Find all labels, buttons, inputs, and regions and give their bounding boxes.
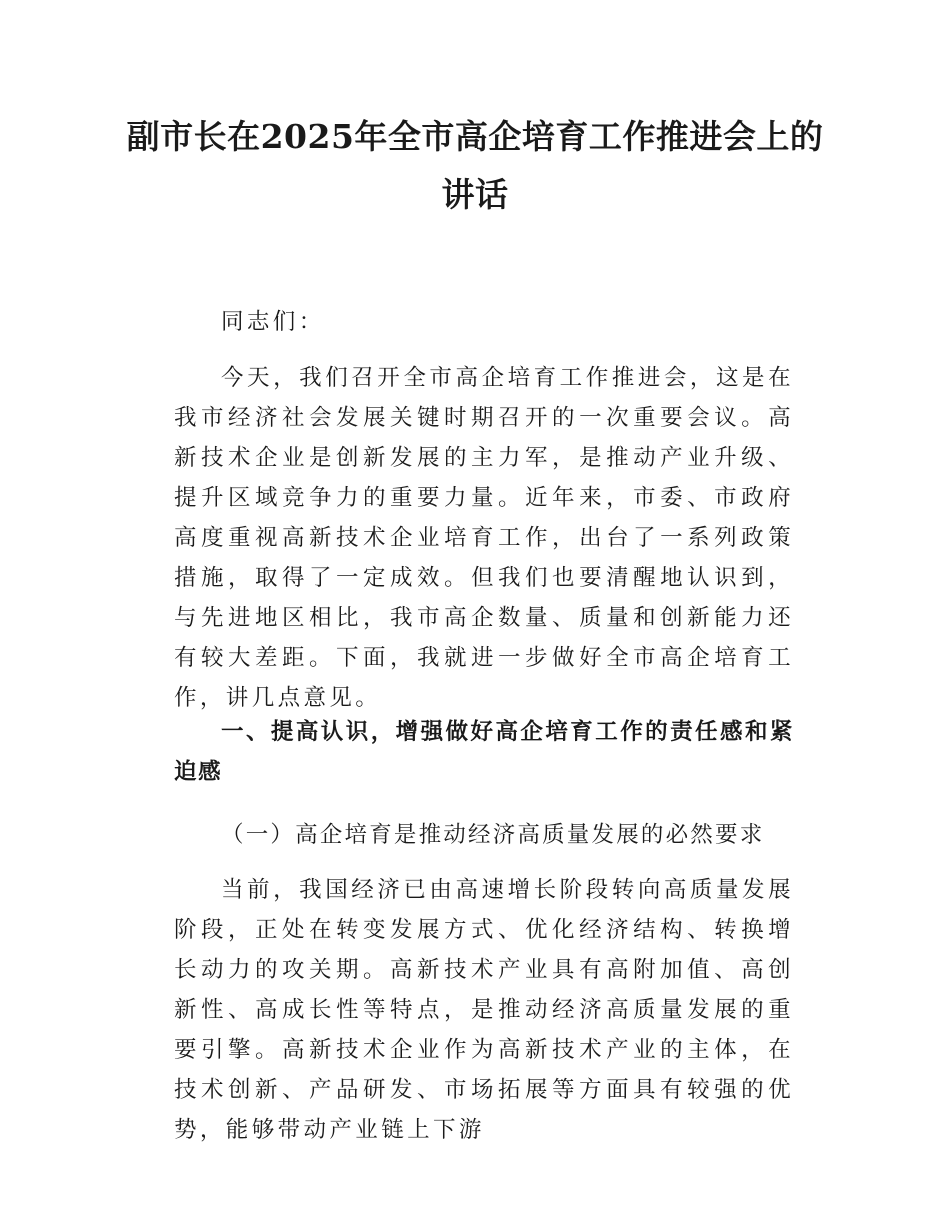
section-heading-1: 一、提高认识，增强做好高企培育工作的责任感和紧迫感: [174, 719, 794, 785]
salutation: 同志们：: [221, 309, 325, 335]
document-title: 副市长在2025年全市高企培育工作推进会上的讲话: [126, 117, 824, 214]
paragraph-opening: 今天，我们召开全市高企培育工作推进会，这是在我市经济社会发展关键时期召开的一次重要会议。高新技术企业是创新发展的主力军，是推动产业升级、提升区域竞争力的重要力量。近年来，市委、市政府高度重视高新技术企业培育工作，出台了一系列政策措施，取得了一定成效。但我们也要清醒地认识到，与先进地区相比，我市高企数量、质量和创新能力还有较大差距。下面，我就进一步做好全市高企培育工作，讲几点意见。: [174, 365, 794, 711]
subsection-heading-1: （一）高企培育是推动经济高质量发展的必然要求: [221, 822, 765, 848]
paragraph-economy: 当前，我国经济已由高速增长阶段转向高质量发展阶段，正处在转变发展方式、优化经济结构、转换增长动力的攻关期。高新技术产业具有高附加值、高创新性、高成长性等特点，是推动经济高质量发展的重要引擎。高新技术企业作为高新技术产业的主体，在技术创新、产品研发、市场拓展等方面具有较强的优势，能够带动产业链上下游: [174, 877, 794, 1143]
